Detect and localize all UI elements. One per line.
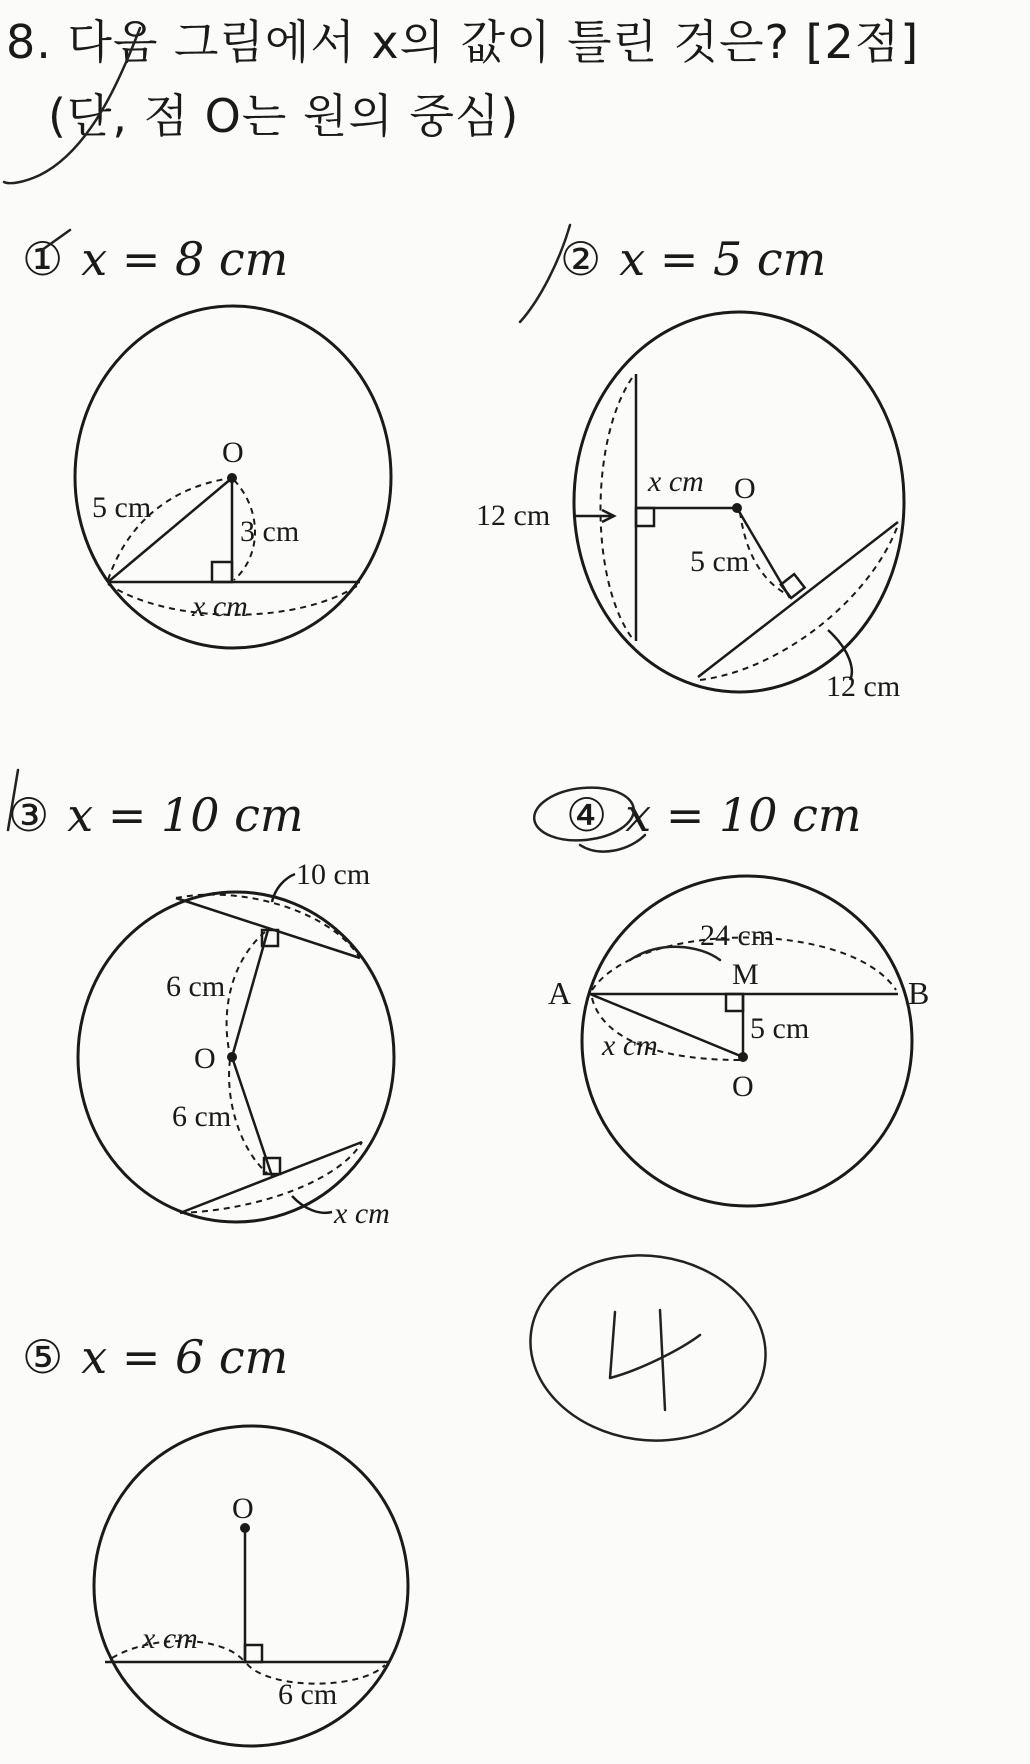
fig1-label-center: O: [222, 436, 244, 469]
option-4-text: x = 10 cm: [625, 788, 862, 842]
fig1-label-radius: 5 cm: [92, 491, 152, 524]
handwritten-answer-4: [610, 1310, 700, 1410]
fig1-label-chord: x cm: [192, 590, 248, 623]
pen-circle-answer: [518, 1240, 777, 1455]
fig4-right-angle: [726, 994, 743, 1011]
handwritten-marks: [4, 28, 778, 1456]
pen-check-3: [8, 770, 18, 830]
figure-3: [78, 858, 394, 1230]
fig2-right-angle-left: [636, 508, 654, 526]
fig4-label-B: B: [908, 975, 930, 1011]
fig4-label-chord: 24 cm: [700, 919, 775, 952]
pen-circle-option-4: [532, 783, 637, 845]
option-5-number: ⑤: [22, 1330, 64, 1384]
fig5-label-center: O: [232, 1492, 254, 1525]
fig4-label-O: O: [732, 1070, 754, 1103]
fig3-label-dist-bottom: 6 cm: [172, 1100, 232, 1133]
option-3-number: ③: [8, 788, 50, 842]
question-line-1: 8. 다음 그림에서 x의 값이 틀린 것은? [2점]: [6, 15, 920, 69]
question-line-2: (단, 점 O는 원의 중심): [48, 89, 520, 143]
fig1-label-distance: 3 cm: [240, 515, 300, 548]
pen-tail-option-4: [580, 835, 645, 852]
figure-1: [75, 306, 391, 648]
option-2-number: ②: [560, 232, 602, 286]
fig3-arc-dist-top: [227, 932, 265, 1055]
fig2-label-center: O: [734, 472, 756, 505]
fig2-label-chord-right: 12 cm: [826, 670, 901, 703]
option-5-text: x = 6 cm: [81, 1330, 289, 1384]
fig4-label-radius: x cm: [602, 1029, 658, 1062]
fig4-label-M: M: [732, 958, 759, 991]
option-4-number: ④: [566, 788, 608, 842]
fig5-label-right: 6 cm: [278, 1678, 338, 1711]
fig3-label-center: O: [194, 1042, 216, 1075]
fig2-arc-chord-left: [601, 378, 633, 638]
fig3-label-chord-bottom: x cm: [334, 1197, 390, 1230]
figure-5: [94, 1426, 408, 1746]
fig1-right-angle: [212, 562, 232, 582]
figure-2: [476, 312, 904, 703]
fig3-arc-dist-bottom: [229, 1060, 268, 1174]
fig2-label-dist-right: 5 cm: [690, 545, 750, 578]
figure-4: [548, 876, 929, 1206]
fig4-label-dist: 5 cm: [750, 1012, 810, 1045]
fig3-label-chord-top: 10 cm: [296, 858, 371, 891]
fig5-right-angle: [245, 1645, 262, 1662]
fig5-circle: [94, 1426, 408, 1746]
pen-check-2: [520, 225, 570, 322]
option-1-text: x = 8 cm: [81, 232, 289, 286]
fig2-label-dist-left: x cm: [648, 465, 704, 498]
fig3-label-dist-top: 6 cm: [166, 970, 226, 1003]
option-2-text: x = 5 cm: [619, 232, 827, 286]
fig5-label-left: x cm: [142, 1622, 198, 1655]
option-3-text: x = 10 cm: [67, 788, 304, 842]
option-1-number: ①: [22, 232, 64, 286]
pen-check-1: [42, 230, 70, 250]
fig4-label-A: A: [548, 975, 572, 1011]
fig2-label-chord-left: 12 cm: [476, 499, 551, 532]
pen-stroke-title: [4, 28, 140, 183]
